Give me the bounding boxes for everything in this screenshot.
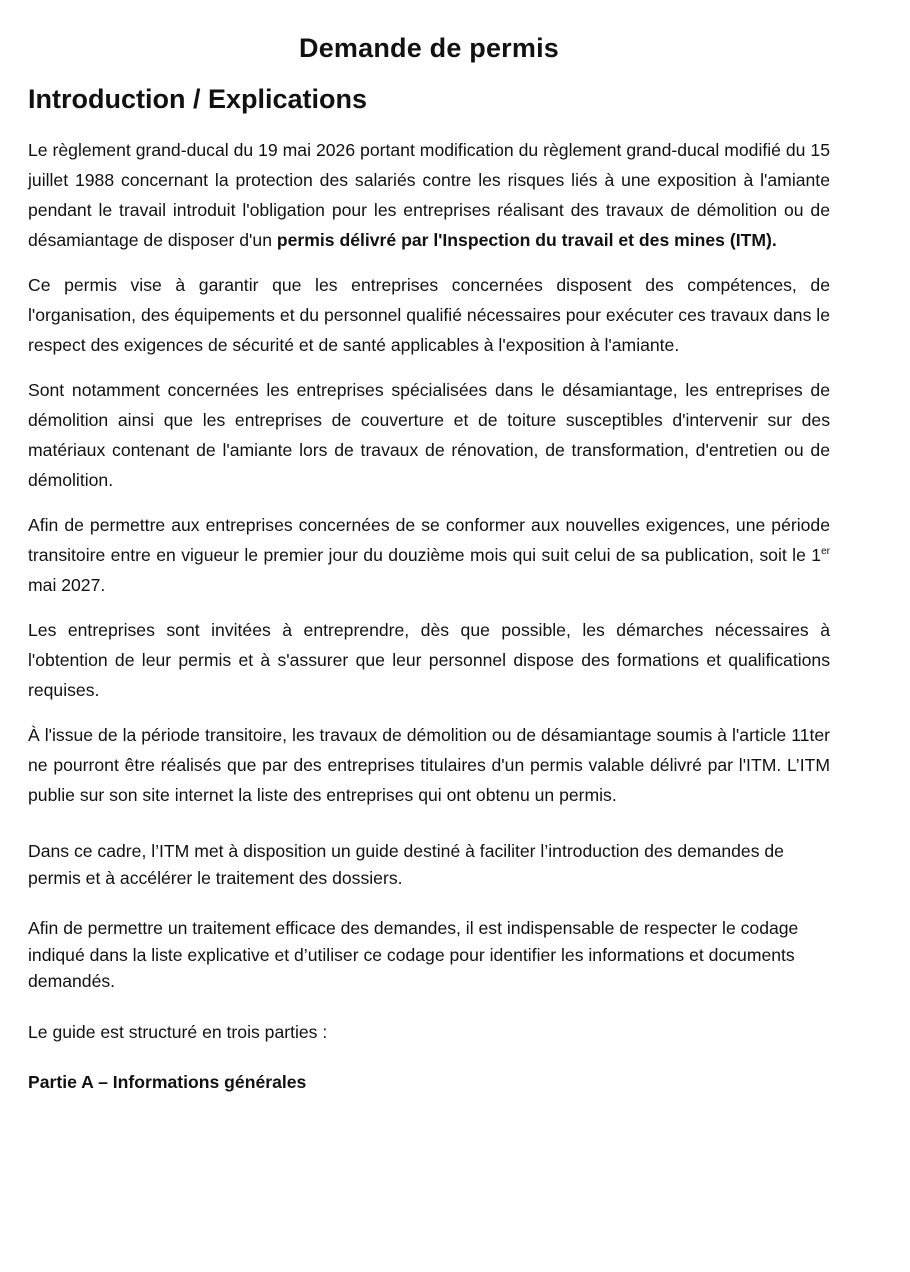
paragraph-reglement-bold: permis délivré par l'Inspection du travail et des mines (ITM).	[276, 230, 777, 250]
paragraph-demarches: Les entreprises sont invitées à entreprendre, dès que possible, les démarches nécessaires à l'obtention de leur permis et à s'assurer que leur personnel dispose des formations et qualifications requises.	[28, 620, 830, 700]
document-page	[28, 28, 830, 1096]
paragraph-periode-date: mai 2027.	[28, 575, 106, 595]
paragraph-guide: Dans ce cadre, l’ITM met à disposition un guide destiné à faciliter l’introduction des demandes de permis et à accélérer le traitement des dossiers.	[28, 841, 784, 888]
paragraph-reglement-text: Le règlement grand-ducal du 19 mai 2026 portant modification du règlement grand-ducal modifié du 15 juillet 1988 concernant la protection des salariés contre les risques liés à une exposition à l'amiante pendant le travail introduit l'obligation pour les entreprises réalisant des travaux de démolition ou de désamiantage de disposer d'un	[28, 140, 830, 250]
paragraph-objectif-permis: Ce permis vise à garantir que les entreprises concernées disposent des compétences, de l'organisation, des équipements et du personnel qualifié nécessaires pour exécuter ces travaux dans le respect des exigences de sécurité et de santé applicables à l'exposition à l'amiante.	[28, 275, 830, 355]
superscript-er: er	[821, 546, 830, 557]
part-a-heading: Partie A – Informations générales	[28, 1072, 307, 1092]
section-heading: Introduction / Explications	[28, 84, 368, 114]
paragraph-codage: Afin de permettre un traitement efficace des demandes, il est indispensable de respecter le codage indiqué dans la liste explicative et d’utiliser ce codage pour identifier les informations et documents demandés.	[28, 918, 799, 991]
paragraph-issue-periode: À l'issue de la période transitoire, les travaux de démolition ou de désamiantage soumis à l'article 11ter ne pourront être réalisés que par des entreprises titulaires d'un permis valable délivré par l'ITM. L’ITM publie sur son site internet la liste des entreprises qui ont obtenu un permis.	[28, 725, 830, 805]
paragraph-reglement	[28, 135, 830, 255]
paragraph-structure-guide: Le guide est structuré en trois parties :	[28, 1021, 328, 1042]
paragraph-periode-text: Afin de permettre aux entreprises concernées de se conformer aux nouvelles exigences, une période transitoire entre en vigueur le premier jour du douzième mois qui suit celui de sa publication, soit le 1	[28, 515, 830, 565]
document-title: Demande de permis	[299, 33, 559, 63]
paragraph-periode-transitoire	[28, 510, 830, 600]
paragraph-entreprises-concernees: Sont notamment concernées les entreprises spécialisées dans le désamiantage, les entreprises de démolition ainsi que les entreprises de couverture et de toiture susceptibles d'intervenir sur des matériaux contenant de l'amiante lors de travaux de rénovation, de transformation, d'entretien ou de démolition.	[28, 380, 830, 490]
